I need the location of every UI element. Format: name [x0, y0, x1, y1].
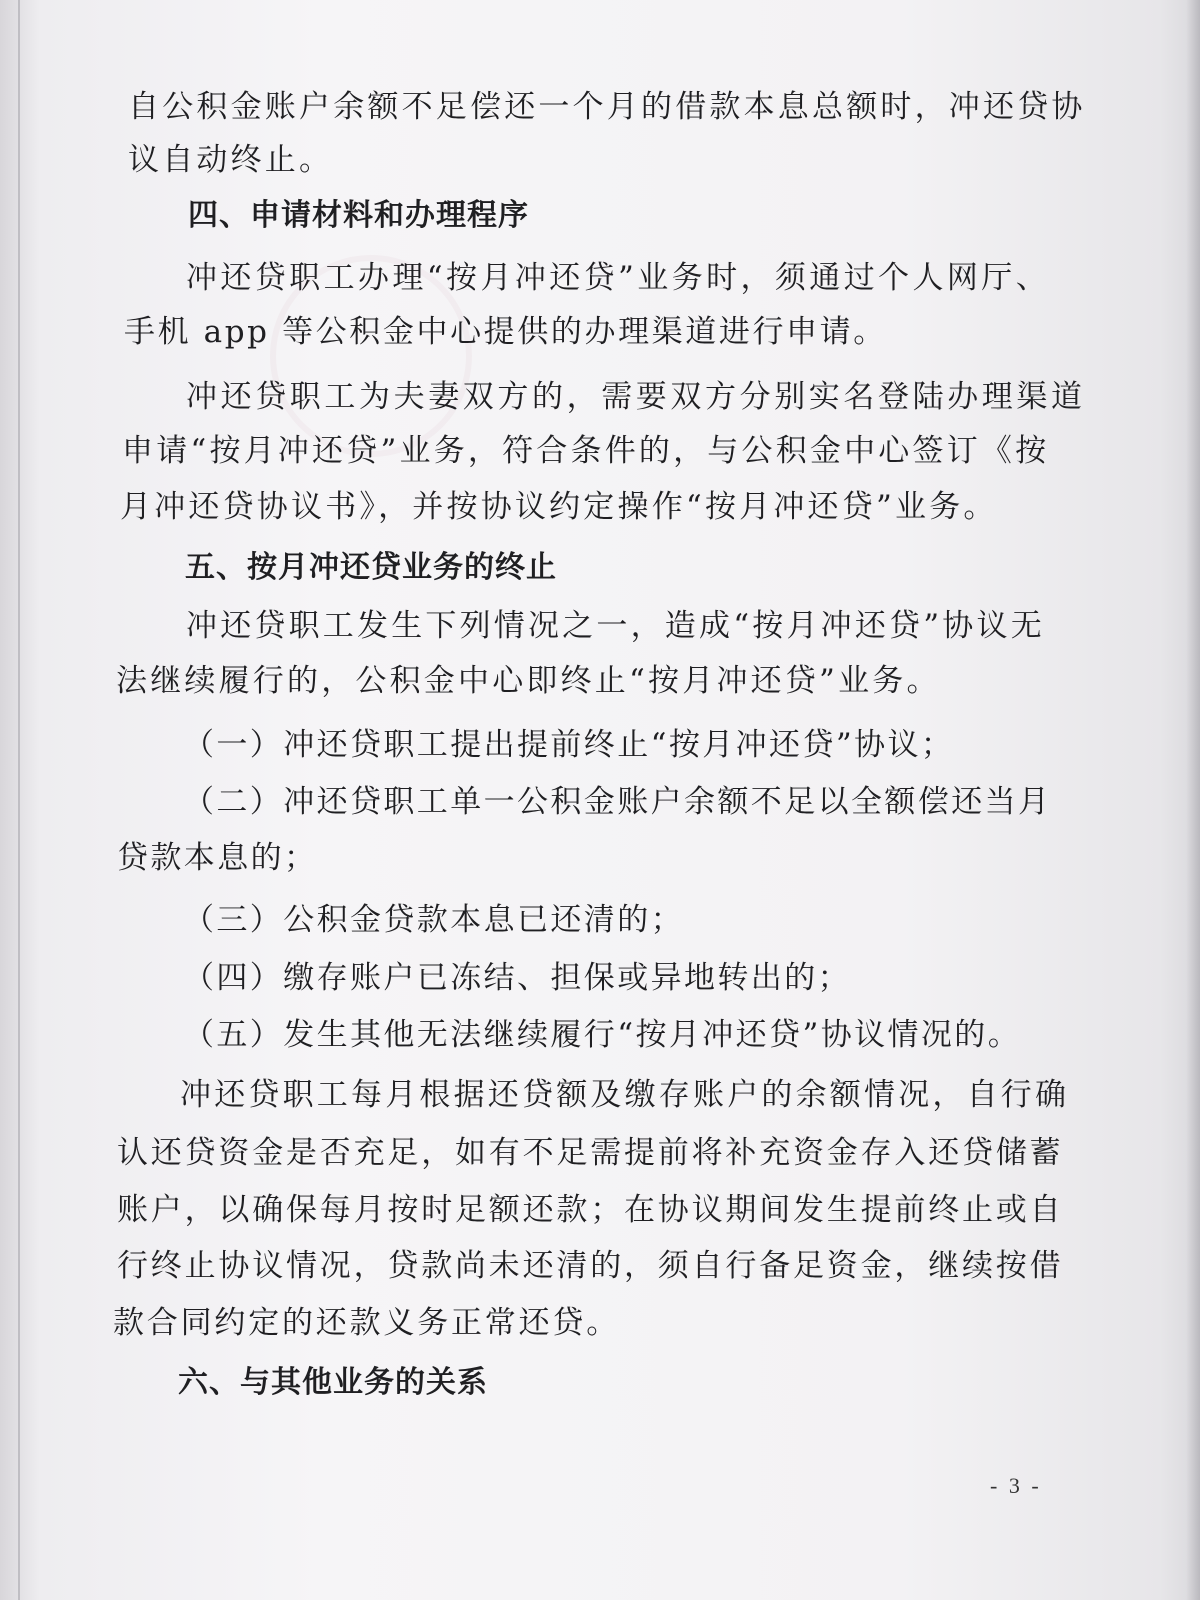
paragraph-line: 冲还贷职工每月根据还贷额及缴存账户的余额情况，自行确 [180, 1077, 1070, 1113]
paragraph-line: 冲还贷职工发生下列情况之一，造成“按月冲还贷”协议无 [186, 608, 1045, 644]
paragraph-line: 行终止协议情况，贷款尚未还清的，须自行备足资金，继续按借 [117, 1248, 1064, 1284]
paragraph-line: 法继续履行的，公积金中心即终止“按月冲还贷”业务。 [116, 663, 941, 699]
list-item: （一）冲还贷职工提出提前终止“按月冲还贷”协议； [183, 727, 955, 763]
page-right-shadow [1186, 0, 1200, 1600]
paragraph-line: 申请“按月冲还贷”业务，符合条件的，与公积金中心签订《按 [122, 433, 1050, 469]
paragraph-line: 款合同约定的还款义务正常还贷。 [113, 1305, 620, 1341]
section-heading: 四、申请材料和办理程序 [188, 198, 529, 233]
paragraph-line: 议自动终止。 [128, 142, 334, 178]
paragraph-line: 手机 app 等公积金中心提供的办理渠道进行申请。 [124, 314, 887, 350]
list-item: 贷款本息的； [117, 840, 318, 876]
section-heading: 五、按月冲还贷业务的终止 [185, 550, 557, 585]
list-item: （三）公积金贷款本息已还清的； [183, 902, 684, 938]
paragraph-line: 月冲还贷协议书》，并按协议约定操作“按月冲还贷”业务。 [120, 489, 998, 525]
list-item: （五）发生其他无法继续履行“按月冲还贷”协议情况的。 [183, 1017, 1022, 1053]
paragraph-line: 冲还贷职工为夫妻双方的，需要双方分别实名登陆办理渠道 [186, 379, 1086, 415]
section-heading: 六、与其他业务的关系 [178, 1365, 488, 1400]
paragraph-line: 认还贷资金是否充足，如有不足需提前将补充资金存入还贷储蓄 [117, 1135, 1064, 1171]
page-left-edge [18, 0, 20, 1600]
list-item: （二）冲还贷职工单一公积金账户余额不足以全额偿还当月 [183, 784, 1052, 820]
paragraph-line: 冲还贷职工办理“按月冲还贷”业务时，须通过个人网厅、 [186, 260, 1051, 296]
list-item: （四）缴存账户已冻结、担保或异地转出的； [183, 960, 851, 996]
page-number: - 3 - [990, 1473, 1042, 1498]
paragraph-line: 账户，以确保每月按时足额还款；在协议期间发生提前终止或自 [117, 1192, 1064, 1228]
paragraph-line: 自公积金账户余额不足偿还一个月的借款本息总额时，冲还贷协 [128, 89, 1086, 125]
